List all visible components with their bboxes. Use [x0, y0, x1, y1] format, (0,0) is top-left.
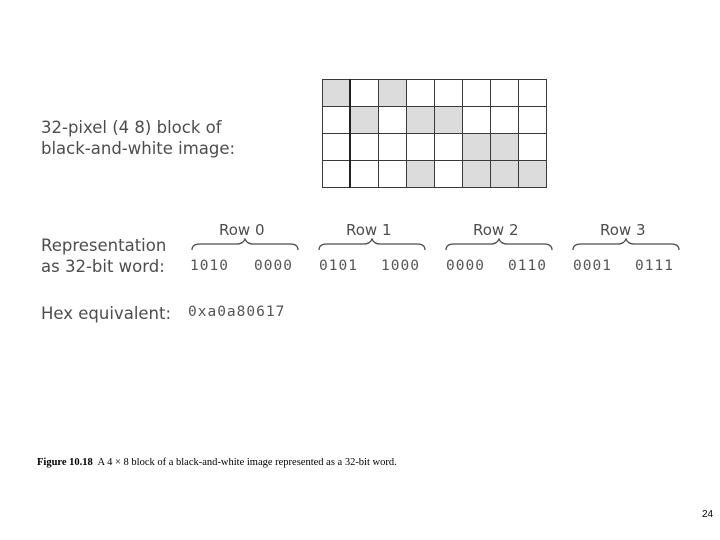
hex-value: 0xa0a80617: [188, 304, 286, 320]
pixel-cell-r3-c0: [322, 160, 351, 188]
pixel-cell-r3-c5: [462, 160, 491, 188]
pixel-cell-r2-c2: [378, 133, 407, 161]
hex-label: Hex equivalent:: [41, 304, 172, 323]
pixel-cell-r0-c3: [406, 79, 435, 107]
pixel-cell-r1-c3: [406, 106, 435, 134]
row1-bits-low: 1000: [381, 258, 420, 274]
row-label-0: Row 0: [219, 221, 265, 239]
row3-brace: [571, 238, 681, 252]
pixel-cell-r2-c5: [462, 133, 491, 161]
row0-brace: [190, 238, 300, 252]
pixel-cell-r0-c6: [490, 79, 519, 107]
repr-label-line2: as 32-bit word:: [41, 257, 165, 276]
row-label-1: Row 1: [346, 221, 392, 239]
repr-label-line1: Representation: [41, 236, 167, 255]
pixel-cell-r1-c7: [518, 106, 547, 134]
pixel-cell-r0-c1: [350, 79, 379, 107]
block-label-line1: 32-pixel (4 8) block of: [41, 118, 222, 137]
row0-bits-high: 1010: [190, 258, 229, 274]
figure-caption-text: A 4 × 8 block of a black-and-white image represented as a 32-bit word.: [97, 457, 397, 468]
figure-number: Figure 10.18: [37, 457, 93, 468]
row0-bits-low: 0000: [254, 258, 293, 274]
pixel-cell-r0-c2: [378, 79, 407, 107]
pixel-cell-r3-c1: [350, 160, 379, 188]
pixel-cell-r2-c4: [434, 133, 463, 161]
pixel-cell-r1-c1: [350, 106, 379, 134]
pixel-cell-r1-c2: [378, 106, 407, 134]
row-label-3: Row 3: [600, 221, 646, 239]
grid-column-separator: [349, 79, 351, 188]
pixel-cell-r3-c4: [434, 160, 463, 188]
pixel-cell-r1-c6: [490, 106, 519, 134]
pixel-cell-r1-c0: [322, 106, 351, 134]
pixel-cell-r3-c6: [490, 160, 519, 188]
pixel-cell-r2-c0: [322, 133, 351, 161]
row3-bits-low: 0111: [635, 258, 674, 274]
figure-caption: [37, 457, 397, 468]
row1-brace: [317, 238, 427, 252]
row2-bits-low: 0110: [508, 258, 547, 274]
pixel-cell-r2-c1: [350, 133, 379, 161]
pixel-cell-r1-c4: [434, 106, 463, 134]
pixel-grid: [322, 79, 546, 187]
pixel-cell-r0-c4: [434, 79, 463, 107]
row2-bits-high: 0000: [446, 258, 485, 274]
block-label-line2: black-and-white image:: [41, 139, 236, 158]
pixel-cell-r2-c6: [490, 133, 519, 161]
pixel-cell-r2-c7: [518, 133, 547, 161]
row3-bits-high: 0001: [573, 258, 612, 274]
pixel-cell-r3-c7: [518, 160, 547, 188]
pixel-cell-r3-c2: [378, 160, 407, 188]
pixel-cell-r1-c5: [462, 106, 491, 134]
row-label-2: Row 2: [473, 221, 519, 239]
pixel-cell-r2-c3: [406, 133, 435, 161]
row2-brace: [444, 238, 554, 252]
pixel-cell-r0-c7: [518, 79, 547, 107]
pixel-cell-r0-c5: [462, 79, 491, 107]
pixel-cell-r0-c0: [322, 79, 351, 107]
page-number: 24: [702, 509, 714, 520]
row1-bits-high: 0101: [319, 258, 358, 274]
pixel-cell-r3-c3: [406, 160, 435, 188]
